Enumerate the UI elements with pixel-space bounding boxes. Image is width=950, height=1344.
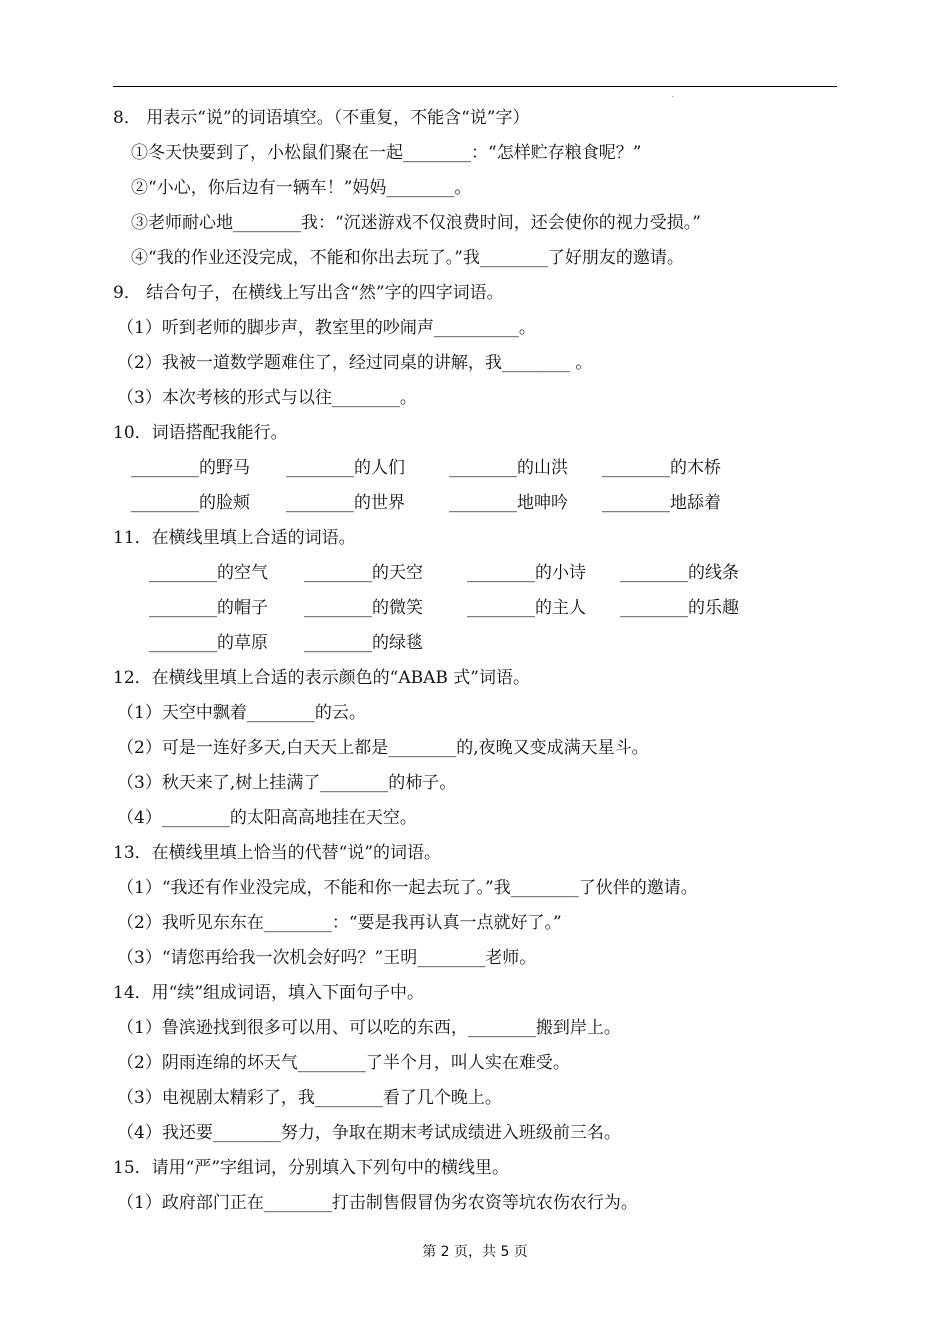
speck — [672, 96, 673, 97]
word-pair: ________地呻吟 — [449, 493, 568, 513]
question-13-item: （1）“我还有作业没完成，不能和你一起去玩了。”我________了伙伴的邀请。 — [117, 878, 698, 898]
word-pair: ________的微笑 — [304, 598, 423, 618]
question-14-item: （3）电视剧太精彩了，我________看了几个晚上。 — [117, 1088, 502, 1108]
question-12-item: （4）________的太阳高高地挂在天空。 — [117, 808, 417, 828]
worksheet-content — [113, 101, 853, 1221]
question-11-grid — [113, 556, 853, 661]
word-pair: ________的木桥 — [602, 458, 721, 478]
word-pair: ________的草原 — [149, 633, 268, 653]
question-12-item: （3）秋天来了,树上挂满了________的柿子。 — [117, 773, 457, 793]
question-12-item: （2）可是一连好多天,白天天上都是________的,夜晚又变成满天星斗。 — [117, 738, 649, 758]
word-pair: ________的世界 — [286, 493, 405, 513]
word-pair: ________的空气 — [149, 563, 268, 583]
question-12-item: （1）天空中飘着________的云。 — [117, 703, 366, 723]
word-pair: ________地舔着 — [602, 493, 721, 513]
question-9-item: （2）我被一道数学题难住了，经过同桌的讲解，我________ 。 — [117, 353, 593, 373]
question-13-item: （2）我听见东东在________：“要是我再认真一点就好了。” — [117, 913, 562, 933]
word-pair: ________的脸颊 — [131, 493, 250, 513]
word-pair: ________的人们 — [286, 458, 405, 478]
header-rule — [113, 86, 837, 87]
question-13-item: （3）“请您再给我一次机会好吗？”王明________老师。 — [117, 948, 537, 968]
word-pair: ________的山洪 — [449, 458, 568, 478]
word-pair: ________的小诗 — [467, 563, 586, 583]
question-15-item: （1）政府部门正在________打击制售假冒伪劣农资等坑农伤农行为。 — [117, 1193, 638, 1213]
page-number: 第 2 页，共 5 页 — [422, 1244, 528, 1260]
question-8-title: 8． 用表示“说”的词语填空。（不重复，不能含“说”字） — [113, 108, 530, 128]
question-12-title: 12．在横线里填上合适的表示颜色的“ABAB 式”词语。 — [113, 668, 530, 688]
question-11-title: 11．在横线里填上合适的词语。 — [113, 528, 356, 548]
question-14-item: （4）我还要________努力，争取在期末考试成绩进入班级前三名。 — [117, 1123, 621, 1143]
word-pair: ________的主人 — [467, 598, 586, 618]
question-15-title: 15．请用“严”字组词，分别填入下列句中的横线里。 — [113, 1158, 510, 1178]
question-9-item: （3）本次考核的形式与以往________。 — [117, 388, 417, 408]
question-10-grid — [113, 451, 853, 521]
question-10-title: 10．词语搭配我能行。 — [113, 423, 288, 443]
question-8-item: ③老师耐心地________我：“沉迷游戏不仅浪费时间，还会使你的视力受损。” — [131, 213, 701, 233]
word-pair: ________的线条 — [620, 563, 739, 583]
question-9-title: 9． 结合句子，在横线上写出含“然”字的四字词语。 — [113, 283, 504, 303]
question-13-title: 13．在横线里填上恰当的代替“说”的词语。 — [113, 843, 442, 863]
word-pair: ________的帽子 — [149, 598, 268, 618]
question-14-title: 14．用“续”组成词语，填入下面句子中。 — [113, 983, 425, 1003]
question-14-item: （2）阴雨连绵的坏天气________了半个月，叫人实在难受。 — [117, 1053, 570, 1073]
question-8-item: ②“小心，你后边有一辆车！”妈妈________。 — [131, 178, 472, 198]
question-9-item: （1）听到老师的脚步声，教室里的吵闹声__________。 — [117, 318, 536, 338]
word-pair: ________的天空 — [304, 563, 423, 583]
question-14-item: （1）鲁滨逊找到很多可以用、可以吃的东西，________搬到岸上。 — [117, 1018, 621, 1038]
word-pair: ________的绿毯 — [304, 633, 423, 653]
question-8-item: ④“我的作业还没完成，不能和你出去玩了。”我________了好朋友的邀请。 — [131, 248, 684, 268]
word-pair: ________的乐趣 — [620, 598, 739, 618]
word-pair: ________的野马 — [131, 458, 250, 478]
question-8-item: ①冬天快要到了，小松鼠们聚在一起________：“怎样贮存粮食呢？” — [131, 143, 642, 163]
